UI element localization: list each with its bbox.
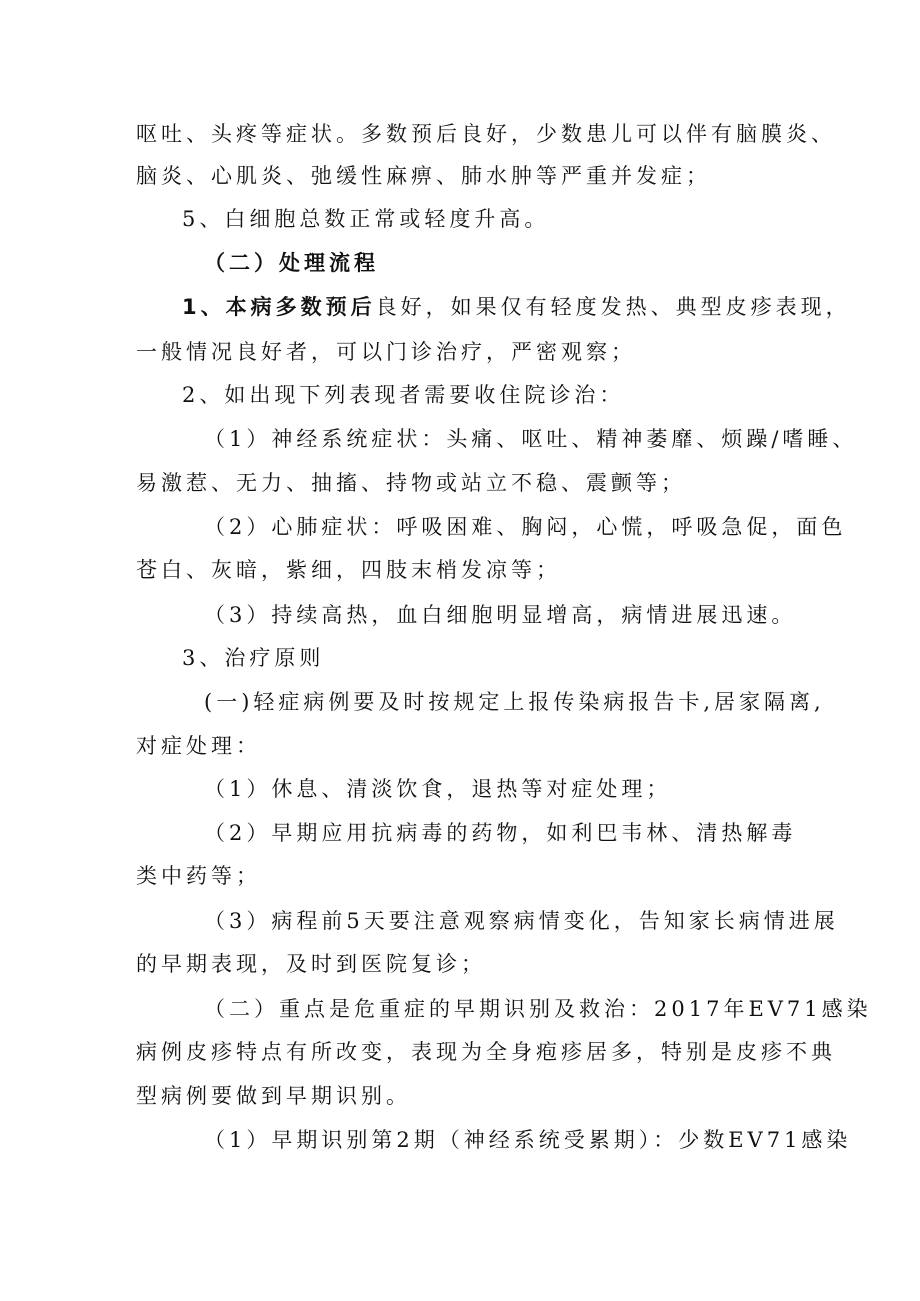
list-item: （3）病程前5天要注意观察病情变化，告知家长病情进展	[204, 909, 839, 933]
text-line: 病例皮疹特点有所改变，表现为全身疱疹居多，特别是皮疹不典	[136, 1040, 836, 1064]
text-line: 呕吐、头疼等症状。多数预后良好，少数患儿可以伴有脑膜炎、	[136, 122, 836, 146]
text-line: 一般情况良好者，可以门诊治疗，严密观察；	[136, 340, 636, 364]
bold-lead-text: 1、本病多数预后	[182, 295, 376, 319]
list-item: （1）早期识别第2期（神经系统受累期）：少数EV71感染	[204, 1128, 852, 1152]
list-item: 3、治疗原则	[182, 646, 325, 670]
text-line: 的早期表现，及时到医院复诊；	[136, 952, 486, 976]
text-line	[182, 289, 851, 325]
text-line: 型病例要做到早期识别。	[136, 1084, 411, 1108]
list-item: （2）早期应用抗病毒的药物，如利巴韦林、清热解毒	[204, 821, 797, 845]
list-item: (一)轻症病例要及时按规定上报传染病报告卡,居家隔离,	[204, 690, 825, 714]
text-line: 类中药等；	[136, 864, 261, 888]
list-item: 5、白细胞总数正常或轻度升高。	[182, 207, 550, 231]
list-item: （1）休息、清淡饮食，退热等对症处理；	[204, 777, 672, 801]
text-line: 对症处理：	[136, 734, 261, 758]
list-item: （1）神经系统症状：头痛、呕吐、精神萎靡、烦躁/嗜睡、	[204, 427, 858, 451]
list-item: （二）重点是危重症的早期识别及救治：2017年EV71感染	[204, 997, 872, 1021]
list-item: （3）持续高热，血白细胞明显增高，病情进展迅速。	[204, 603, 797, 627]
text-run: 良好，如果仅有轻度发热、典型皮疹表现，	[375, 295, 851, 319]
list-item: 2、如出现下列表现者需要收住院诊治：	[182, 383, 625, 407]
text-line: 苍白、灰暗，紫细，四肢末梢发凉等；	[136, 558, 561, 582]
text-line: 易激惹、无力、抽搐、持物或站立不稳、震颤等；	[136, 471, 686, 495]
text-line: 脑炎、心肌炎、弛缓性麻痹、肺水肿等严重并发症；	[136, 164, 711, 188]
list-item: （2）心肺症状：呼吸困难、胸闷，心慌，呼吸急促，面色	[204, 515, 847, 539]
section-heading: （二）处理流程	[204, 251, 379, 275]
